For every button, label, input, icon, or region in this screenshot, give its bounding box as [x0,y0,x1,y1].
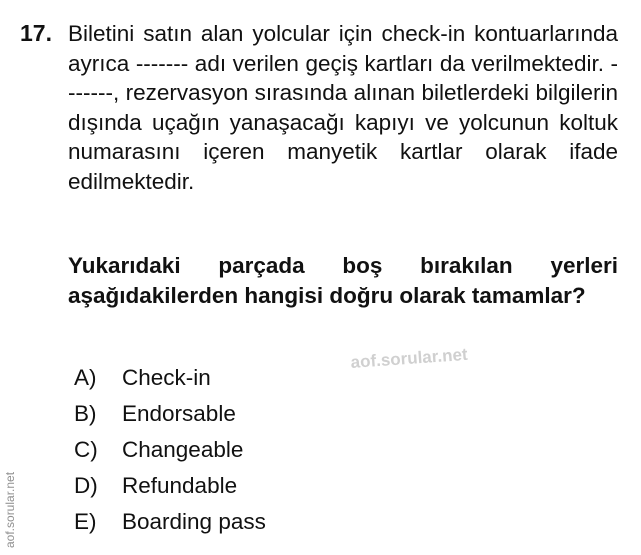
option-e[interactable] [74,504,266,540]
option-text: Check-in [122,365,211,390]
option-letter: A) [74,365,97,390]
watermark-center: aof.sorular.net [350,344,469,372]
option-letter: C) [74,437,98,462]
question-prompt: Yukarıdaki parçada boş bırakılan yerleri aşağıdakilerden hangisi doğru olarak tamamlar? [68,253,618,308]
question-text: Biletini satın alan yolcular için check-in kontuarlarında ayrıca ------- adı verilen geçiş kartları da verilmektedir. -------, rezervasyon sırasında alınan biletlerdeki bilgilerin dışında uçağın yanaşacağı kapıyı ve yolcunun koltuk numarasını içeren manyetik kartlar olarak ifade edilmektedir. [68,21,618,194]
watermark-side: aof.sorular.net [3,471,17,548]
option-letter: D) [74,473,98,498]
option-letter: E) [74,509,97,534]
option-b[interactable] [74,396,266,432]
option-letter: B) [74,401,97,426]
option-text: Boarding pass [122,509,266,534]
answer-options [74,360,266,540]
option-d[interactable] [74,468,266,504]
option-text: Refundable [122,473,238,498]
option-text: Changeable [122,437,244,462]
option-text: Endorsable [122,401,236,426]
question-number: 17. [20,20,52,46]
option-c[interactable] [74,432,266,468]
option-a[interactable] [74,360,266,396]
